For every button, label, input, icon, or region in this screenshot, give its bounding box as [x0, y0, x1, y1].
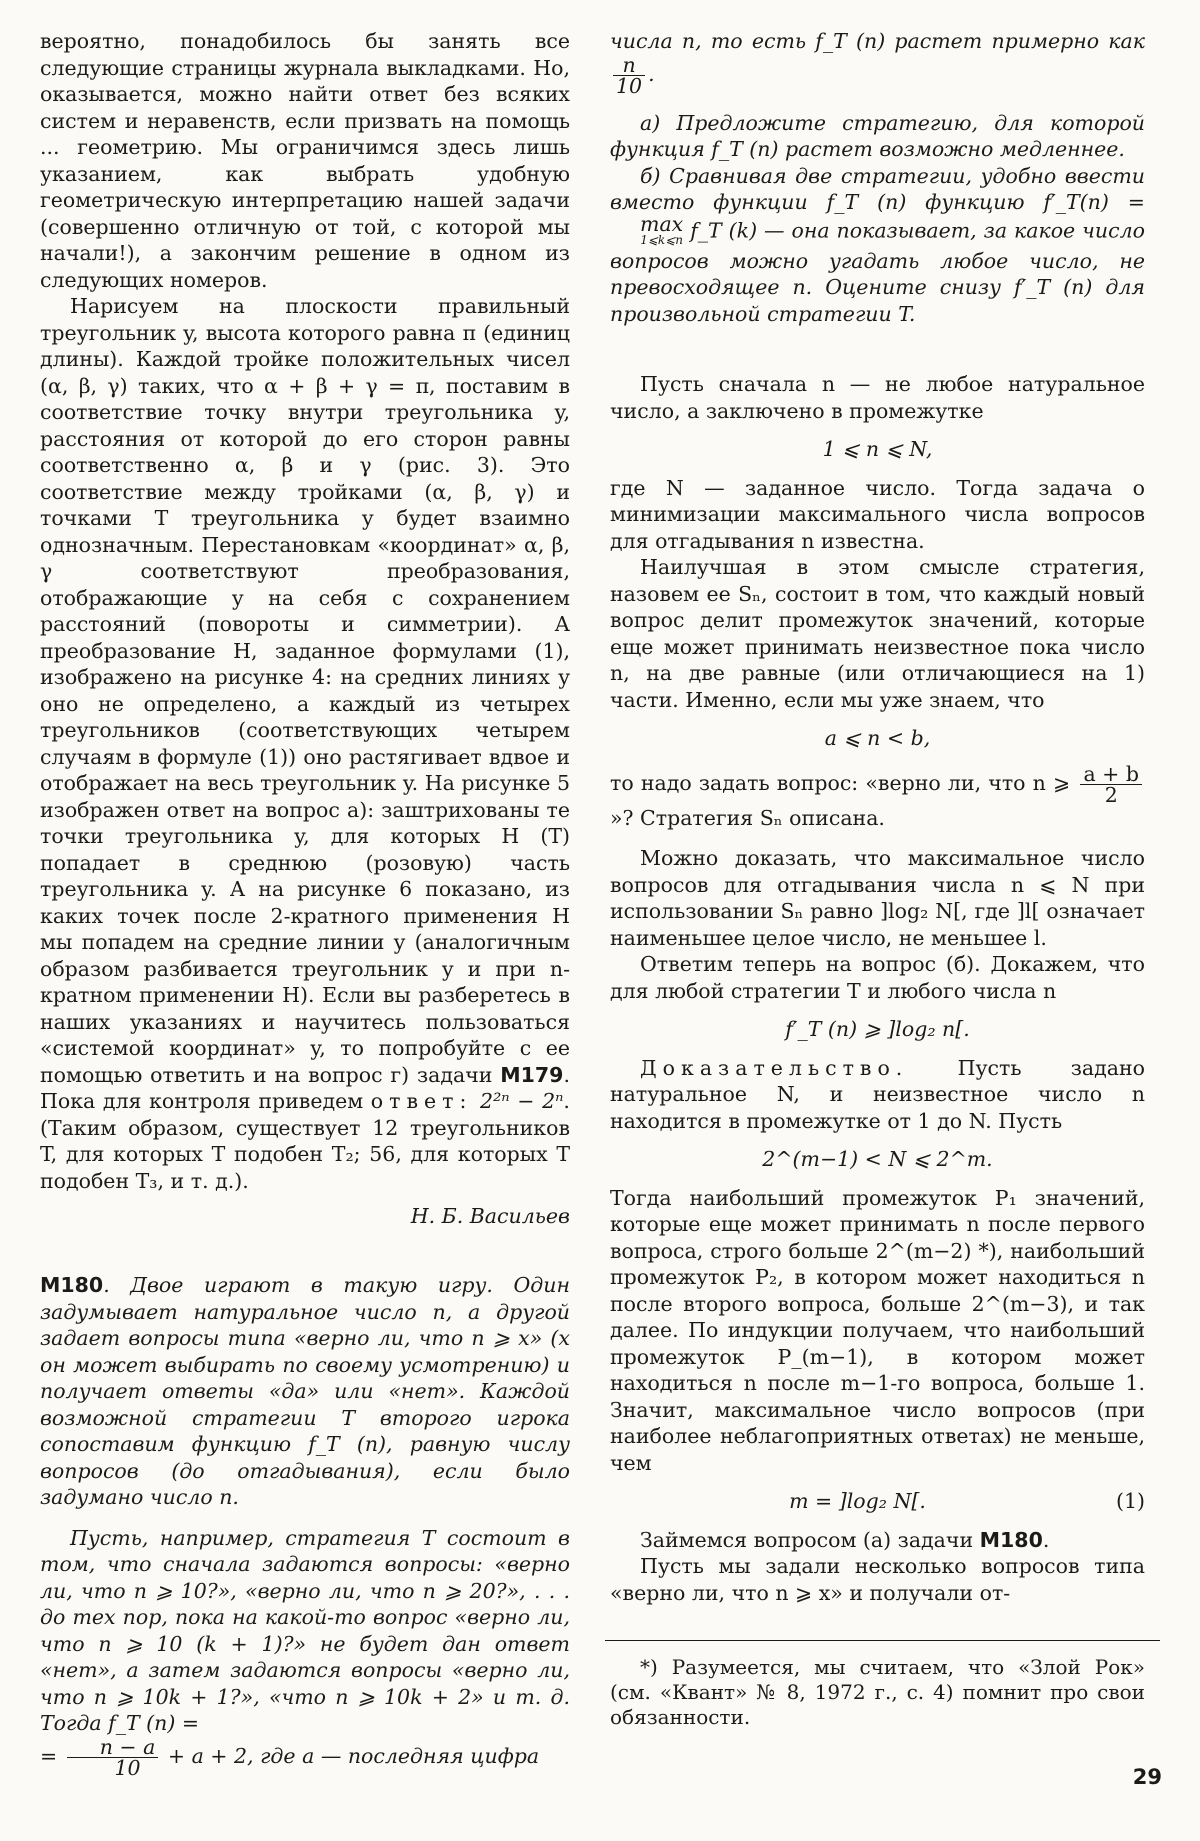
fraction [1080, 761, 1142, 807]
problem-ref: М179 [500, 1062, 564, 1087]
formula: 2^(m−1) < N ⩽ 2^m. [762, 1147, 993, 1171]
paragraph [610, 163, 1145, 328]
formula: 1 ⩽ n ⩽ N, [822, 437, 933, 461]
paragraph: числа n, то есть f_T (n) растет примерно как $\frac{n}{10}$ . [610, 29, 1145, 98]
paragraph: где N — заданное число. Тогда задача о минимизации максимального числа вопросов для отгадывания n известна. [610, 475, 1145, 553]
left-column [40, 28, 570, 1778]
denominator: 10 [616, 73, 643, 98]
paragraph: Пусть, например, стратегия T состоит в том, что сначала задаются вопросы: «верно ли, что n ⩾ 10?», «верно ли, что n ⩾ 20?», . . . до тех пор, пока на какой-то вопрос «верно ли, что n ⩾ 10 (k + 1)?» не будет дан ответ «нет», а затем задаются вопросы «верно ли, что n ⩾ 10k + 1?», «что n ⩾ 10k + 2» и т. д. Тогда f_T (n) = = $\frac{n - a}{10}$ + a + 2, где a — последняя цифра [40, 1525, 570, 1780]
paragraph-text: то надо задать вопрос: «верно ли, что n ⩾ [610, 770, 1071, 795]
problem-label: М180 [40, 1273, 104, 1297]
paragraph: Ответим теперь на вопрос (б). Докажем, что для любой стратегии T и любого числа n [610, 952, 1145, 1003]
spacer [40, 1511, 570, 1525]
paragraph: Пусть мы задали несколько вопросов типа «верно ли, что n ⩾ x» и получали от- [610, 1554, 1145, 1605]
formula: f′_T (n) ⩾ ]log₂ n[. [785, 1017, 970, 1041]
denominator: 10 [114, 1755, 141, 1780]
numerator: a + b [1080, 764, 1142, 785]
paragraph: вероятно, понадобилось бы занять все следующие страницы журнала выкладками. Но, оказывается, можно найти ответ без всяких систем и неравенств, если призвать на помощь ... геометрию. Мы ограничимся здесь лишь указанием, как выбрать удобную геометрическую интерпретацию нашей задачи (совершенно отличную от той, с которой мы начали!), а закончим решение в одном из следующих номеров. [40, 29, 570, 292]
paragraph-text: б) Сравнивая две стратегии, удобно ввести вместо функции f_T (n) функцию f′_T(n) = [610, 163, 1145, 214]
paragraph-text: »? Стратегия Sₙ описана. [610, 805, 885, 830]
footnote-divider [605, 1640, 1160, 1641]
right-column [610, 28, 1145, 1730]
numerator: n [613, 55, 645, 76]
numerator: n − a [67, 1737, 159, 1758]
answer-word: ответ: [370, 1089, 473, 1113]
equation-number: (1) [1115, 1489, 1145, 1513]
paragraph: Наилучшая в этом смысле стратегия, назовем ее Sₙ, состоит в том, что каждый новый вопрос делит промежуток значений, которые еще может принимать неизвестное пока число n, на две равные (или отличающиеся на 1) части. Именно, если мы уже знаем, что [610, 555, 1145, 712]
paragraph [610, 761, 1145, 832]
footnote: *) Разумеется, мы считаем, что «Злой Рок» (см. «Квант» № 8, 1972 г., с. 4) помнит про свои обязанности. [610, 1655, 1145, 1729]
spacer [610, 327, 1145, 371]
denominator: 2 [1104, 782, 1118, 807]
formula: a ⩽ n < b, [824, 726, 931, 750]
paragraph: а) Предложите стратегию, для которой функция f_T (n) растет возможно медленнее. [610, 110, 1145, 161]
paragraph [40, 293, 570, 1194]
paragraph: Пусть сначала n — не любое натуральное число, а заключено в промежутке [610, 372, 1145, 423]
paragraph [610, 1527, 1145, 1554]
paragraph-text: Пусть задано натуральное N, и неизвестное число n находится в промежутке от 1 до N. Пусть [610, 1055, 1145, 1133]
max-word: max [640, 211, 684, 236]
formula: m = ]log₂ N[. [789, 1489, 926, 1513]
paragraph-text: Нарисуем на плоскости правильный треугольник y, высота которого равна π (единиц длины). Каждой тройке положительных чисел (α, β, γ) таких, что α + β + γ = π, поставим в соответствие точку внутри треугольника y, расстояния от которой до его сторон равны соответственно α, β и γ (рис. 3). Это соответствие между тройками (α, β, γ) и точками T треугольника y будет взаимно однозначным. Перестановкам «координат» α, β, γ соответствуют преобразования, отображающие y на себя с сохранением расстояний (повороты и симметрии). А преобразование H, заданное формулами (1), изображено на рисунке 4: на средних линиях y оно не определено, а каждый из четырех треугольников (соответствующих четырем случаям в формуле (1)) оно растягивает вдвое и отображает на весь треугольник y. На рисунке 5 изображен ответ на вопрос а): заштрихованы те точки треугольника y, для которых H (T) попадает в среднюю (розовую) часть треугольника y. А на рисунке 6 показано, из каких точек после 2-кратного применения H мы попадем на средние линии y (аналогичным образом разбивается треугольник y и при n-кратном применении H). Если вы разберетесь в наших указаниях и научитесь пользоваться «системой координат» y, то попробуйте с ее помощью ответить и на вопрос г) задачи [40, 294, 570, 1087]
paragraph-text: + a + 2, где a — последняя цифра [167, 1743, 540, 1768]
paragraph-text: числа n, то есть f_T (n) растет примерно как [610, 29, 1145, 53]
answer-formula: 2²ⁿ − 2ⁿ [480, 1089, 564, 1113]
paragraph [610, 1055, 1145, 1135]
problem-ref: М180 [979, 1527, 1043, 1552]
spacer [610, 831, 1145, 845]
problem-statement [40, 1272, 570, 1511]
max-operator [610, 211, 684, 248]
paragraph: Можно доказать, что максимальное число вопросов для отгадывания числа n ⩽ N при использовании Sₙ равно ]log₂ N[, где ]l[ означает наименьшее целое число, не меньшее l. [610, 846, 1145, 950]
proof-word: Доказательство. [640, 1055, 909, 1080]
paragraph-text: f_T (k) — она показывает, за какое число вопросов можно угадать любое число, не превосходящее n. Оцените снизу f′_T (n) для произвольной стратегии T. [610, 218, 1145, 326]
max-range: 1⩽k⩽n [640, 232, 683, 247]
paragraph-text: Займемся вопросом (а) задачи [640, 1527, 974, 1552]
spacer [610, 96, 1145, 110]
spacer [40, 1228, 570, 1272]
author-signature: Н. Б. Васильев [410, 1204, 570, 1228]
numbered-equation [610, 1488, 1145, 1515]
paragraph-text: . [1042, 1527, 1050, 1552]
fraction [67, 1734, 159, 1780]
paragraph-text: Пусть, например, стратегия T состоит в том, что сначала задаются вопросы: «верно ли, что n ⩾ 10?», «верно ли, что n ⩾ 20?», . . . до тех пор, пока на какой-то вопрос «верно ли, что n ⩾ 10 (k + 1)?» не будет дан ответ «нет», а затем задаются вопросы «верно ли, что n ⩾ 10k + 1?», «что n ⩾ 10k + 2» и т. д. Тогда f_T (n) = [40, 1525, 570, 1735]
paragraph: Тогда наибольший промежуток P₁ значений, которые еще может принимать n после первого вопроса, строго больше 2^(m−2) *), наибольший промежуток P₂, в котором может находиться n после второго вопроса, больше 2^(m−3), и так далее. По индукции получаем, что наибольший промежуток P_(m−1), в котором может находиться n после m−1-го вопроса, больше 1. Значит, максимальное число вопросов (при наиболее неблагоприятных ответах) не меньше, чем [610, 1185, 1145, 1475]
page-number: 29 [1132, 1765, 1162, 1789]
paragraph-text: . (Таким образом, существует 12 треугольников T, для которых T подобен T₂; 56, для которых T подобен T₃, и т. д.). [40, 1089, 570, 1193]
paragraph-text: . Двое играют в такую игру. Один задумывает натуральное число n, а другой задает вопросы типа «верно ли, что n ⩾ x» (x он может выбирать по своему усмотрению) и получает ответы «да» или «нет». Каждой возможной стратегии T второго игрока сопоставим функцию f_T (n), равную числу вопросов (до отгадывания), если было задумано число n. [40, 1273, 570, 1509]
paragraph-text: . Пока для контроля приведем [40, 1062, 570, 1113]
fraction [613, 52, 645, 98]
